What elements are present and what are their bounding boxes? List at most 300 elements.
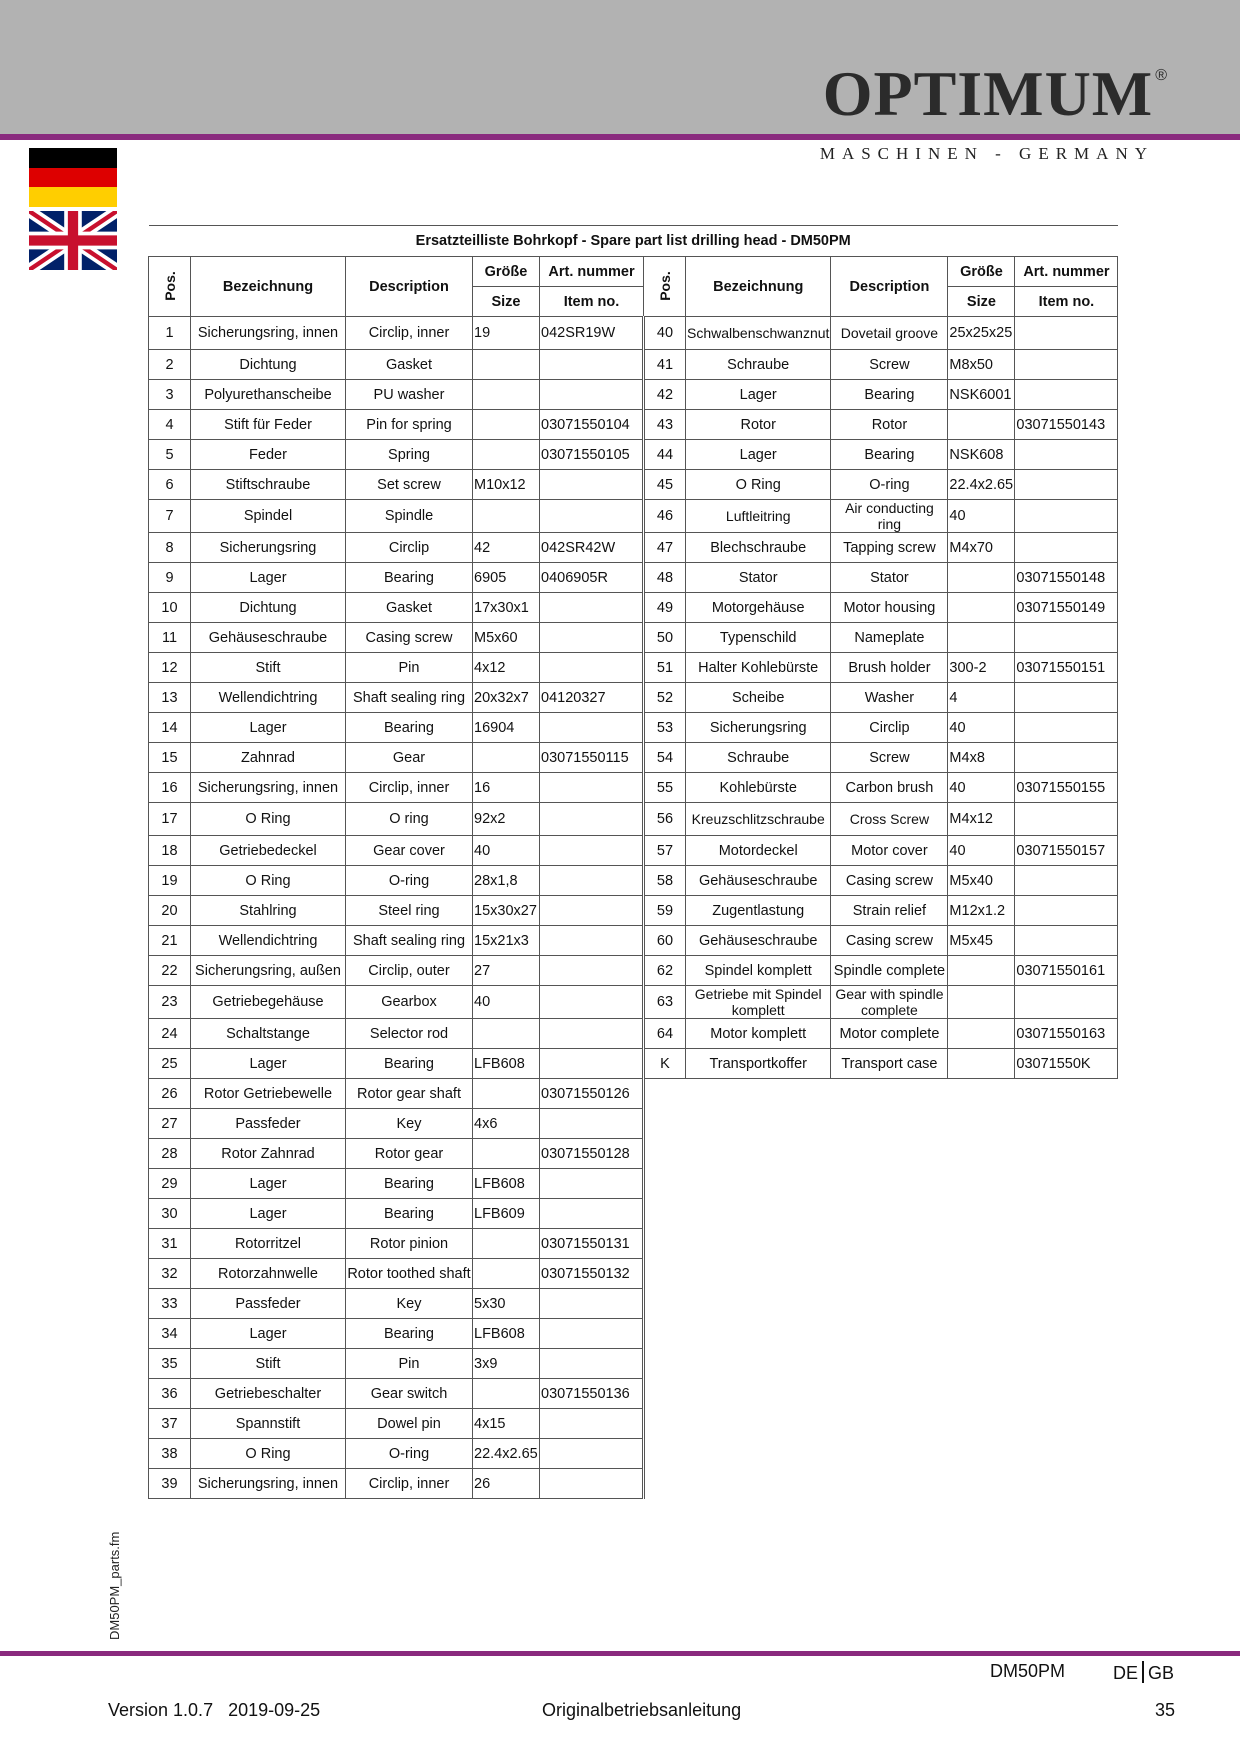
cell-left-pos: 27	[149, 1109, 191, 1139]
cell-left-item-no	[540, 1169, 644, 1199]
header-art-nummer-left: Art. nummer	[540, 257, 644, 287]
cell-left-item-no	[540, 1469, 644, 1499]
cell-left-description: Bearing	[346, 1319, 473, 1349]
cell-left-description: Shaft sealing ring	[346, 683, 473, 713]
table-row	[149, 1139, 1118, 1169]
cell-left-description: Dowel pin	[346, 1409, 473, 1439]
table-row	[149, 1109, 1118, 1139]
cell-left-bezeichnung: Lager	[191, 1199, 346, 1229]
cell-left-item-no	[540, 380, 644, 410]
cell-left-pos: 15	[149, 743, 191, 773]
cell-right-item-no	[1015, 866, 1118, 896]
empty-cell	[644, 1469, 1118, 1499]
cell-left-size	[473, 350, 540, 380]
cell-right-description: Screw	[831, 350, 948, 380]
cell-left-size: 22.4x2.65	[473, 1439, 540, 1469]
cell-right-description: Cross Screw	[831, 803, 948, 836]
cell-right-description: Gear with spindle complete	[831, 986, 948, 1019]
cell-left-pos: 19	[149, 866, 191, 896]
flag-united-kingdom-icon	[29, 211, 117, 270]
cell-right-description: Motor cover	[831, 836, 948, 866]
cell-left-item-no	[540, 1319, 644, 1349]
cell-left-description: Rotor gear shaft	[346, 1079, 473, 1109]
cell-left-item-no: 03071550126	[540, 1079, 644, 1109]
table-row	[149, 1319, 1118, 1349]
cell-right-size	[948, 410, 1015, 440]
cell-right-description: Spindle complete	[831, 956, 948, 986]
table-row	[149, 956, 1118, 986]
cell-right-size: 40	[948, 773, 1015, 803]
table-row	[149, 866, 1118, 896]
cell-right-size: M12x1.2	[948, 896, 1015, 926]
cell-right-bezeichnung: Zugentlastung	[686, 896, 831, 926]
cell-left-pos: 37	[149, 1409, 191, 1439]
cell-right-description: Circlip	[831, 713, 948, 743]
cell-left-item-no	[540, 986, 644, 1019]
footer-lang-de: DE	[1113, 1663, 1139, 1683]
cell-right-item-no	[1015, 623, 1118, 653]
cell-left-bezeichnung: O Ring	[191, 866, 346, 896]
cell-left-pos: 17	[149, 803, 191, 836]
cell-left-size: 4x6	[473, 1109, 540, 1139]
cell-right-pos: 53	[644, 713, 686, 743]
table-row	[149, 743, 1118, 773]
cell-left-description: Circlip	[346, 533, 473, 563]
cell-left-pos: 30	[149, 1199, 191, 1229]
cell-left-bezeichnung: Stift	[191, 653, 346, 683]
cell-right-pos: K	[644, 1049, 686, 1079]
cell-left-item-no	[540, 1049, 644, 1079]
table-row	[149, 1349, 1118, 1379]
table-row	[149, 713, 1118, 743]
cell-left-item-no: 03071550104	[540, 410, 644, 440]
cell-left-bezeichnung: Gehäuseschraube	[191, 623, 346, 653]
cell-left-size: LFB609	[473, 1199, 540, 1229]
header-item-no-right: Item no.	[1015, 287, 1118, 317]
cell-right-item-no	[1015, 380, 1118, 410]
header-pos-left: Pos.	[149, 257, 191, 317]
cell-right-bezeichnung: Rotor	[686, 410, 831, 440]
cell-left-description: Rotor toothed shaft	[346, 1259, 473, 1289]
cell-right-pos: 62	[644, 956, 686, 986]
cell-right-bezeichnung: Gehäuseschraube	[686, 926, 831, 956]
cell-left-size: 16	[473, 773, 540, 803]
cell-left-size: 27	[473, 956, 540, 986]
table-row	[149, 1049, 1118, 1079]
cell-left-description: Bearing	[346, 563, 473, 593]
cell-left-bezeichnung: Wellendichtring	[191, 683, 346, 713]
table-row	[149, 1169, 1118, 1199]
cell-right-description: Motor complete	[831, 1019, 948, 1049]
cell-right-bezeichnung: Stator	[686, 563, 831, 593]
cell-right-pos: 52	[644, 683, 686, 713]
cell-left-size: 15x21x3	[473, 926, 540, 956]
cell-left-bezeichnung: Rotor Getriebewelle	[191, 1079, 346, 1109]
empty-cell	[644, 1289, 1118, 1319]
header-bezeichnung-left: Bezeichnung	[191, 257, 346, 317]
empty-cell	[644, 1229, 1118, 1259]
empty-cell	[644, 1319, 1118, 1349]
cell-left-item-no	[540, 350, 644, 380]
cell-left-description: Set screw	[346, 470, 473, 500]
cell-left-item-no	[540, 866, 644, 896]
cell-left-pos: 32	[149, 1259, 191, 1289]
footer-manual-title: Originalbetriebsanleitung	[542, 1700, 742, 1720]
table-row	[149, 533, 1118, 563]
cell-right-item-no: 03071550161	[1015, 956, 1118, 986]
cell-right-bezeichnung: Luftleitring	[686, 500, 831, 533]
cell-right-bezeichnung: Blechschraube	[686, 533, 831, 563]
cell-left-description: Circlip, inner	[346, 1469, 473, 1499]
footer-lang-separator	[1142, 1661, 1144, 1683]
cell-left-item-no	[540, 836, 644, 866]
cell-left-description: Rotor pinion	[346, 1229, 473, 1259]
cell-left-pos: 34	[149, 1319, 191, 1349]
cell-right-size	[948, 623, 1015, 653]
cell-right-item-no	[1015, 317, 1118, 350]
cell-left-bezeichnung: Sicherungsring, innen	[191, 317, 346, 350]
cell-right-size: 40	[948, 713, 1015, 743]
cell-left-pos: 31	[149, 1229, 191, 1259]
cell-left-description: Rotor gear	[346, 1139, 473, 1169]
cell-right-description: Air conducting ring	[831, 500, 948, 533]
table-row	[149, 500, 1118, 533]
table-row	[149, 653, 1118, 683]
cell-left-bezeichnung: Sicherungsring, innen	[191, 1469, 346, 1499]
cell-right-description: O-ring	[831, 470, 948, 500]
footer-page-number: 35	[1155, 1700, 1176, 1720]
cell-right-pos: 58	[644, 866, 686, 896]
cell-right-description: Motor housing	[831, 593, 948, 623]
cell-left-bezeichnung: Polyurethanscheibe	[191, 380, 346, 410]
cell-right-item-no	[1015, 896, 1118, 926]
empty-cell	[644, 1079, 1118, 1109]
cell-left-size: 26	[473, 1469, 540, 1499]
table-row	[149, 1079, 1118, 1109]
brand-tagline: MASCHINEN - GERMANY	[819, 144, 1154, 163]
cell-right-size: NSK608	[948, 440, 1015, 470]
cell-left-item-no: 042SR19W	[540, 317, 644, 350]
cell-right-description: Washer	[831, 683, 948, 713]
table-row	[149, 1379, 1118, 1409]
cell-right-pos: 47	[644, 533, 686, 563]
cell-left-bezeichnung: Rotorzahnwelle	[191, 1259, 346, 1289]
cell-left-description: PU washer	[346, 380, 473, 410]
cell-right-size	[948, 986, 1015, 1019]
cell-right-item-no	[1015, 533, 1118, 563]
header-item-no-left: Item no.	[540, 287, 644, 317]
cell-left-description: Selector rod	[346, 1019, 473, 1049]
cell-left-item-no: 042SR42W	[540, 533, 644, 563]
cell-right-description: Rotor	[831, 410, 948, 440]
cell-right-pos: 54	[644, 743, 686, 773]
cell-left-description: Bearing	[346, 713, 473, 743]
cell-right-bezeichnung: Motor komplett	[686, 1019, 831, 1049]
empty-cell	[644, 1259, 1118, 1289]
cell-left-pos: 5	[149, 440, 191, 470]
cell-right-size: M4x70	[948, 533, 1015, 563]
cell-left-size	[473, 1379, 540, 1409]
cell-left-pos: 22	[149, 956, 191, 986]
cell-left-item-no: 03071550128	[540, 1139, 644, 1169]
cell-left-item-no	[540, 653, 644, 683]
cell-right-pos: 55	[644, 773, 686, 803]
cell-right-item-no: 03071550157	[1015, 836, 1118, 866]
header-description-left: Description	[346, 257, 473, 317]
cell-left-size: 40	[473, 986, 540, 1019]
table-row	[149, 563, 1118, 593]
cell-right-bezeichnung: Spindel komplett	[686, 956, 831, 986]
cell-left-item-no	[540, 500, 644, 533]
cell-left-pos: 38	[149, 1439, 191, 1469]
cell-right-pos: 49	[644, 593, 686, 623]
header-description-right: Description	[831, 257, 948, 317]
table-row	[149, 593, 1118, 623]
cell-right-pos: 44	[644, 440, 686, 470]
cell-right-description: Dovetail groove	[831, 317, 948, 350]
cell-left-size: 5x30	[473, 1289, 540, 1319]
cell-left-item-no	[540, 1289, 644, 1319]
empty-cell	[644, 1439, 1118, 1469]
cell-right-description: Strain relief	[831, 896, 948, 926]
cell-left-size: LFB608	[473, 1319, 540, 1349]
table-row	[149, 350, 1118, 380]
cell-left-item-no	[540, 1019, 644, 1049]
flag-germany-icon	[29, 148, 117, 207]
cell-left-description: Spindle	[346, 500, 473, 533]
table-row	[149, 986, 1118, 1019]
cell-left-description: Casing screw	[346, 623, 473, 653]
cell-left-pos: 3	[149, 380, 191, 410]
cell-left-pos: 14	[149, 713, 191, 743]
cell-right-description: Stator	[831, 563, 948, 593]
cell-right-item-no	[1015, 470, 1118, 500]
cell-left-description: Circlip, outer	[346, 956, 473, 986]
table-row	[149, 1469, 1118, 1499]
cell-right-description: Carbon brush	[831, 773, 948, 803]
cell-left-size: 15x30x27	[473, 896, 540, 926]
cell-left-pos: 13	[149, 683, 191, 713]
cell-left-size: 4x12	[473, 653, 540, 683]
cell-left-size	[473, 1229, 540, 1259]
cell-left-pos: 9	[149, 563, 191, 593]
cell-left-bezeichnung: Lager	[191, 1319, 346, 1349]
table-row	[149, 773, 1118, 803]
table-row	[149, 440, 1118, 470]
cell-right-description: Bearing	[831, 440, 948, 470]
cell-left-pos: 21	[149, 926, 191, 956]
table-row	[149, 683, 1118, 713]
cell-right-size: 4	[948, 683, 1015, 713]
empty-cell	[644, 1349, 1118, 1379]
empty-cell	[644, 1379, 1118, 1409]
cell-right-item-no	[1015, 713, 1118, 743]
cell-left-pos: 20	[149, 896, 191, 926]
cell-right-bezeichnung: Getriebe mit Spindel komplett	[686, 986, 831, 1019]
cell-right-item-no	[1015, 350, 1118, 380]
table-row	[149, 410, 1118, 440]
cell-right-size: 22.4x2.65	[948, 470, 1015, 500]
cell-left-size: LFB608	[473, 1169, 540, 1199]
cell-left-bezeichnung: Sicherungsring	[191, 533, 346, 563]
cell-right-item-no: 03071550151	[1015, 653, 1118, 683]
cell-left-description: Pin for spring	[346, 410, 473, 440]
cell-left-size: 20x32x7	[473, 683, 540, 713]
cell-right-pos: 59	[644, 896, 686, 926]
cell-left-pos: 12	[149, 653, 191, 683]
header-groesse-right: Größe	[948, 257, 1015, 287]
cell-left-size: 28x1,8	[473, 866, 540, 896]
cell-left-bezeichnung: Stift für Feder	[191, 410, 346, 440]
cell-left-item-no: 04120327	[540, 683, 644, 713]
cell-left-bezeichnung: Getriebeschalter	[191, 1379, 346, 1409]
cell-right-item-no	[1015, 803, 1118, 836]
cell-left-description: O ring	[346, 803, 473, 836]
cell-left-bezeichnung: Passfeder	[191, 1289, 346, 1319]
header-rule	[0, 134, 1240, 140]
cell-left-description: Pin	[346, 653, 473, 683]
parts-table-body	[149, 317, 1118, 1499]
cell-left-pos: 6	[149, 470, 191, 500]
cell-left-pos: 35	[149, 1349, 191, 1379]
cell-left-pos: 33	[149, 1289, 191, 1319]
cell-left-size: M5x60	[473, 623, 540, 653]
cell-left-pos: 10	[149, 593, 191, 623]
cell-left-size	[473, 1139, 540, 1169]
cell-left-size	[473, 380, 540, 410]
cell-left-item-no: 03071550131	[540, 1229, 644, 1259]
cell-right-item-no	[1015, 500, 1118, 533]
cell-left-bezeichnung: Lager	[191, 563, 346, 593]
table-row	[149, 836, 1118, 866]
cell-right-pos: 56	[644, 803, 686, 836]
cell-left-pos: 24	[149, 1019, 191, 1049]
cell-left-item-no	[540, 956, 644, 986]
table-row	[149, 1409, 1118, 1439]
cell-right-item-no	[1015, 683, 1118, 713]
cell-right-bezeichnung: Schwalbenschwanznut	[686, 317, 831, 350]
cell-left-size	[473, 1019, 540, 1049]
cell-left-pos: 8	[149, 533, 191, 563]
cell-left-bezeichnung: Sicherungsring, außen	[191, 956, 346, 986]
table-row	[149, 470, 1118, 500]
spare-parts-table	[148, 225, 1118, 1499]
empty-cell	[644, 1409, 1118, 1439]
cell-left-description: Bearing	[346, 1199, 473, 1229]
cell-left-description: Gear switch	[346, 1379, 473, 1409]
empty-cell	[644, 1139, 1118, 1169]
table-row	[149, 380, 1118, 410]
cell-left-pos: 29	[149, 1169, 191, 1199]
cell-left-bezeichnung: Dichtung	[191, 593, 346, 623]
cell-left-description: Gasket	[346, 593, 473, 623]
cell-left-bezeichnung: Schaltstange	[191, 1019, 346, 1049]
cell-left-item-no	[540, 1349, 644, 1379]
cell-right-size: NSK6001	[948, 380, 1015, 410]
cell-right-bezeichnung: Motordeckel	[686, 836, 831, 866]
cell-left-size	[473, 410, 540, 440]
cell-left-description: Circlip, inner	[346, 317, 473, 350]
table-title: Ersatzteilliste Bohrkopf - Spare part list drilling head - DM50PM	[149, 226, 1118, 257]
cell-left-bezeichnung: Rotorritzel	[191, 1229, 346, 1259]
cell-left-item-no	[540, 1409, 644, 1439]
table-row	[149, 1229, 1118, 1259]
cell-right-description: Casing screw	[831, 866, 948, 896]
cell-left-size: 16904	[473, 713, 540, 743]
cell-left-size: 92x2	[473, 803, 540, 836]
cell-right-size: 40	[948, 836, 1015, 866]
header-bezeichnung-right: Bezeichnung	[686, 257, 831, 317]
cell-left-pos: 18	[149, 836, 191, 866]
cell-left-item-no	[540, 470, 644, 500]
table-row	[149, 803, 1118, 836]
cell-right-bezeichnung: Motorgehäuse	[686, 593, 831, 623]
cell-left-bezeichnung: O Ring	[191, 803, 346, 836]
cell-right-size: 25x25x25	[948, 317, 1015, 350]
cell-right-pos: 45	[644, 470, 686, 500]
cell-right-bezeichnung: Lager	[686, 380, 831, 410]
cell-right-pos: 51	[644, 653, 686, 683]
cell-left-size: 19	[473, 317, 540, 350]
cell-left-item-no: 0406905R	[540, 563, 644, 593]
cell-left-pos: 39	[149, 1469, 191, 1499]
cell-right-bezeichnung: Typenschild	[686, 623, 831, 653]
cell-left-bezeichnung: Stift	[191, 1349, 346, 1379]
cell-left-description: Pin	[346, 1349, 473, 1379]
cell-left-bezeichnung: Lager	[191, 1169, 346, 1199]
cell-right-bezeichnung: Transportkoffer	[686, 1049, 831, 1079]
cell-left-size: 3x9	[473, 1349, 540, 1379]
cell-left-size: 6905	[473, 563, 540, 593]
cell-left-bezeichnung: Rotor Zahnrad	[191, 1139, 346, 1169]
cell-right-size: M5x40	[948, 866, 1015, 896]
cell-right-bezeichnung: Kreuzschlitzschraube	[686, 803, 831, 836]
cell-right-size: M4x8	[948, 743, 1015, 773]
cell-left-size: 17x30x1	[473, 593, 540, 623]
cell-right-item-no	[1015, 926, 1118, 956]
cell-left-bezeichnung: Feder	[191, 440, 346, 470]
cell-right-pos: 43	[644, 410, 686, 440]
cell-left-size	[473, 500, 540, 533]
cell-left-bezeichnung: Dichtung	[191, 350, 346, 380]
cell-left-item-no: 03071550115	[540, 743, 644, 773]
table-row	[149, 896, 1118, 926]
cell-left-bezeichnung: Passfeder	[191, 1109, 346, 1139]
cell-left-description: O-ring	[346, 1439, 473, 1469]
cell-right-description: Casing screw	[831, 926, 948, 956]
cell-left-bezeichnung: Spindel	[191, 500, 346, 533]
cell-right-size: 300-2	[948, 653, 1015, 683]
cell-right-size	[948, 956, 1015, 986]
cell-right-bezeichnung: Halter Kohlebürste	[686, 653, 831, 683]
cell-right-item-no	[1015, 440, 1118, 470]
header-art-nummer-right: Art. nummer	[1015, 257, 1118, 287]
table-row	[149, 926, 1118, 956]
cell-right-bezeichnung: Schraube	[686, 743, 831, 773]
cell-right-pos: 42	[644, 380, 686, 410]
registered-mark: ®	[1155, 67, 1168, 84]
empty-cell	[644, 1199, 1118, 1229]
cell-left-bezeichnung: Lager	[191, 1049, 346, 1079]
cell-right-pos: 46	[644, 500, 686, 533]
cell-right-bezeichnung: O Ring	[686, 470, 831, 500]
cell-right-pos: 48	[644, 563, 686, 593]
table-row	[149, 1019, 1118, 1049]
cell-right-pos: 50	[644, 623, 686, 653]
cell-right-description: Tapping screw	[831, 533, 948, 563]
cell-left-description: Key	[346, 1109, 473, 1139]
cell-left-description: Gear	[346, 743, 473, 773]
